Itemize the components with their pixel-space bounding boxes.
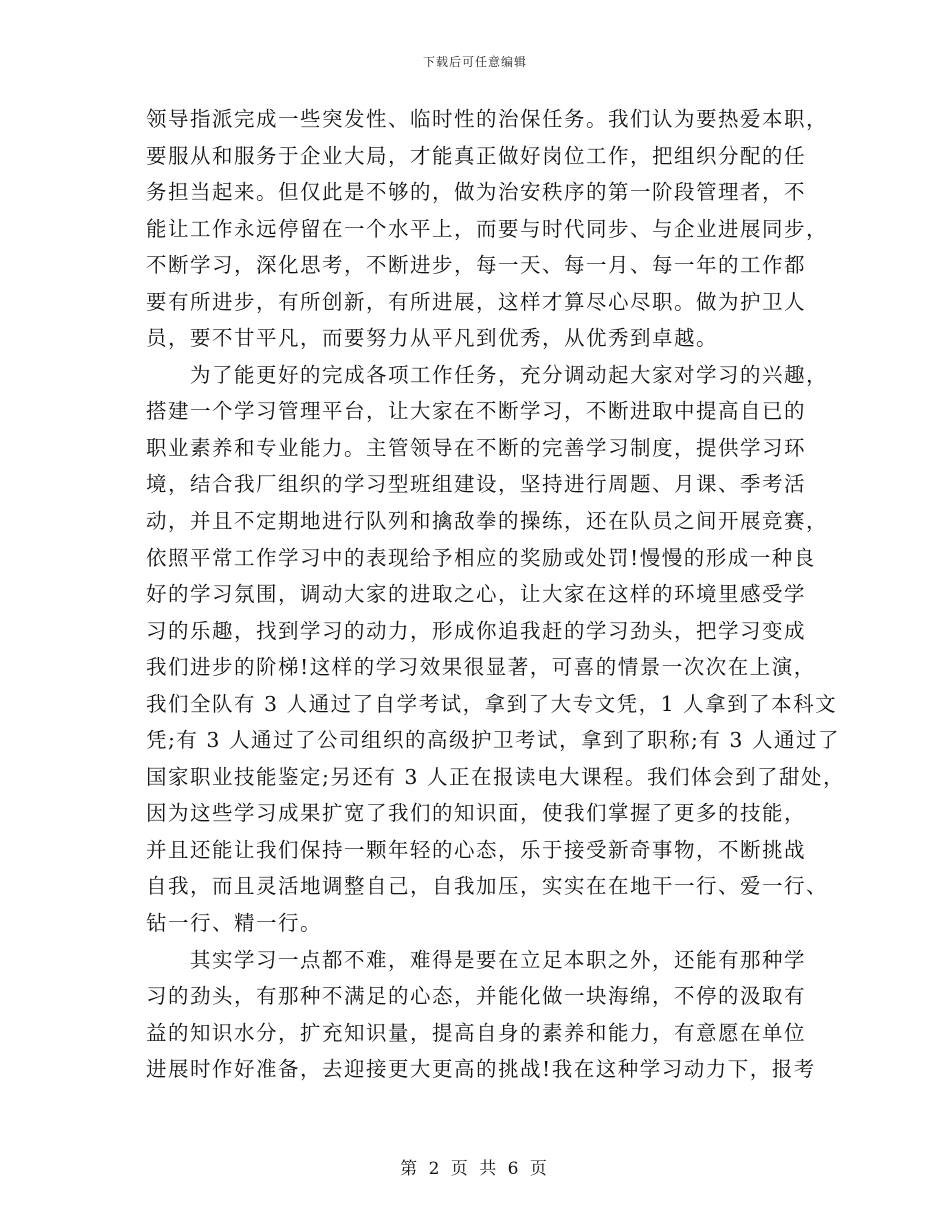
text-line: 益的知识水分，扩充知识量，提高自身的素养和能力，有意愿在单位 <box>146 1020 806 1045</box>
text-line: 领导指派完成一些突发性、临时性的治保任务。我们认为要热爱本职， <box>146 107 828 131</box>
text-line: 能让工作永远停留在一个水平上，而要与时代同步、与企业进展同步， <box>146 216 828 241</box>
body-text <box>146 101 845 1088</box>
text-line: 凭;有 3 人通过了公司组织的高级护卫考试，拿到了职称;有 3 人通过了 <box>146 728 840 753</box>
text-line: 要服从和服务于企业大局，才能真正做好岗位工作，把组织分配的任 <box>146 143 806 168</box>
text-line: 好的学习氛围，调动大家的进取之心，让大家在这样的环境里感受学 <box>146 582 806 607</box>
text-line: 其实学习一点都不难，难得是要在立足本职之外，还能有那种学 <box>146 947 806 972</box>
text-line: 境，结合我厂组织的学习型班组建设，坚持进行周题、月课、季考活 <box>146 472 806 497</box>
text-line: 国家职业技能鉴定;另还有 3 人正在报读电大课程。我们体会到了甜处， <box>146 764 845 789</box>
text-line: 不断学习，深化思考，不断进步，每一天、每一月、每一年的工作都 <box>146 253 806 278</box>
text-line: 依照平常工作学习中的表现给予相应的奖励或处罚!慢慢的形成一种良 <box>146 545 816 570</box>
text-line: 我们进步的阶梯!这样的学习效果很显著，可喜的情景一次次在上演， <box>146 655 816 680</box>
text-line: 职业素养和专业能力。主管领导在不断的完善学习制度，提供学习环 <box>146 435 806 460</box>
text-line: 务担当起来。但仅此是不够的，做为治安秩序的第一阶段管理者，不 <box>146 180 806 205</box>
text-line: 自我，而且灵活地调整自己，自我加压，实实在在地干一行、爱一行、 <box>146 874 828 899</box>
text-line: 习的乐趣，找到学习的动力，形成你追我赶的学习劲头，把学习变成 <box>146 618 806 643</box>
text-line: 进展时作好准备，去迎接更大更高的挑战!我在这种学习动力下，报考 <box>146 1057 816 1082</box>
text-line: 钻一行、精一行。 <box>146 911 322 936</box>
text-line: 要有所进步，有所创新，有所进展，这样才算尽心尽职。做为护卫人 <box>146 289 806 314</box>
text-line: 员，要不甘平凡，而要努力从平凡到优秀，从优秀到卓越。 <box>146 326 718 351</box>
text-line: 搭建一个学习管理平台，让大家在不断学习，不断进取中提高自已的 <box>146 399 806 424</box>
text-line: 动，并且不定期地进行队列和擒敌拳的操练，还在队员之间开展竞赛， <box>146 509 828 534</box>
text-line: 因为这些学习成果扩宽了我们的知识面，使我们掌握了更多的技能， <box>146 801 806 826</box>
page-header: 下载后可任意编辑 <box>422 55 527 69</box>
text-line: 我们全队有 3 人通过了自学考试，拿到了大专文凭，1 人拿到了本科文 <box>146 691 838 716</box>
text-line: 为了能更好的完成各项工作任务，充分调动起大家对学习的兴趣， <box>146 362 828 387</box>
page-footer: 第 2 页 共 6 页 <box>400 1159 550 1179</box>
text-line: 习的劲头，有那种不满足的心态，并能化做一块海绵，不停的汲取有 <box>146 984 806 1009</box>
text-line: 并且还能让我们保持一颗年轻的心态，乐于接受新奇事物，不断挑战 <box>146 837 806 862</box>
